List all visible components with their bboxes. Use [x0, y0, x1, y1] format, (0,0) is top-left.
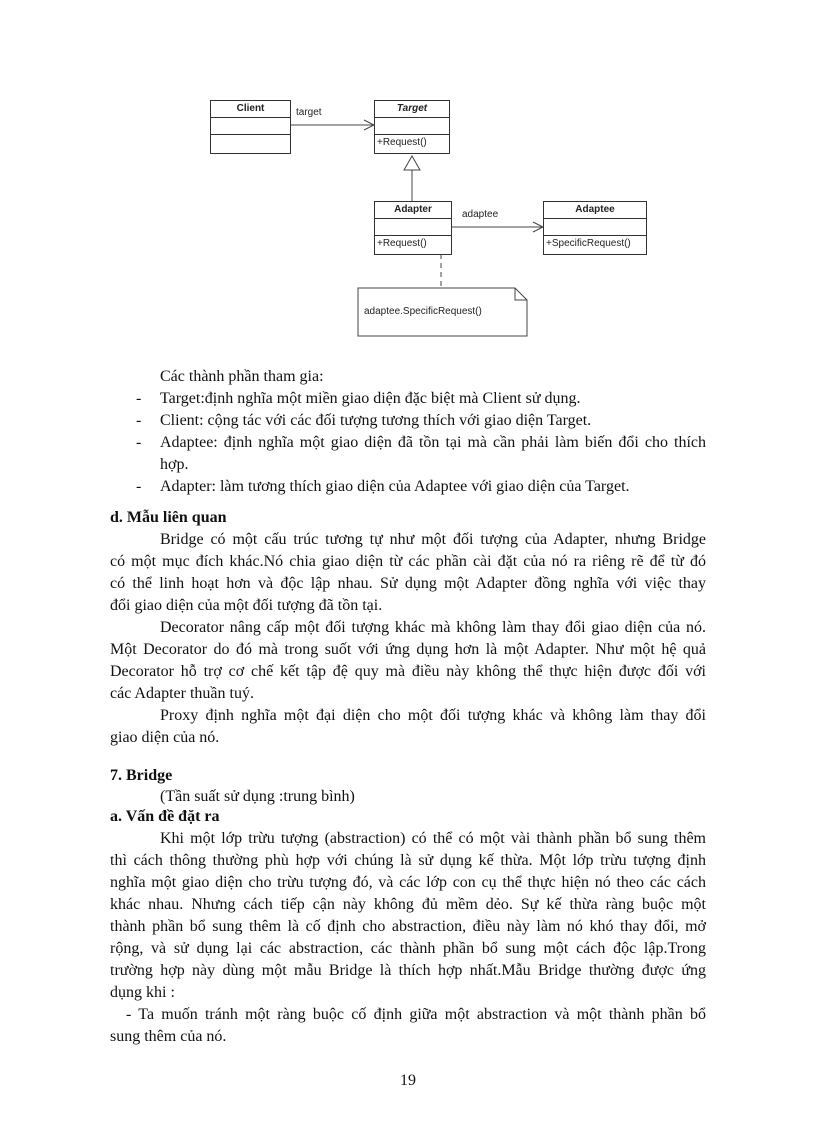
class-adapter-operation: +Request(): [377, 238, 427, 249]
related-line: Một Decorator do đó mà trong suốt với ứng dụng hơn là một Adapter. Như một hệ quả: [110, 641, 706, 658]
uml-diagram: [0, 0, 816, 350]
bridge-line: Khi một lớp trừu tượng (abstraction) có thể có một vài thành phần bổ sung thêm: [160, 830, 706, 847]
participant-adaptee: Adaptee: định nghĩa một giao diện đã tồn tại mà cần phải làm biến đổi cho thích: [160, 434, 706, 451]
class-client-name: Client: [211, 101, 290, 118]
class-target-operation: +Request(): [377, 137, 427, 148]
uml-connectors: [0, 0, 816, 350]
note-text: adaptee.SpecificRequest(): [364, 306, 482, 317]
related-line: Proxy định nghĩa một đại diện cho một đối tượng khác và không làm thay đổi: [160, 707, 706, 724]
class-adaptee-operation: +SpecificRequest(): [546, 238, 631, 249]
class-adapter-name: Adapter: [375, 202, 451, 219]
assoc-target-label: target: [296, 107, 322, 118]
class-target-attributes: [375, 118, 449, 135]
bridge-frequency: (Tần suất sử dụng :trung bình): [160, 788, 355, 805]
class-client: [210, 100, 291, 154]
bridge-line: trường hợp này dùng một mẫu Bridge là thích hợp nhất.Mẫu Bridge thường được ứng: [110, 962, 706, 979]
participant-dash: -: [136, 478, 142, 495]
participant-dash: -: [136, 434, 142, 451]
bridge-subheading: a. Vấn đề đặt ra: [110, 808, 220, 825]
participant-adapter: Adapter: làm tương thích giao diện của Adaptee với giao diện của Target.: [160, 478, 630, 495]
related-line: các Adapter thuần tuý.: [110, 685, 254, 702]
class-adapter: [374, 201, 452, 255]
related-line: Bridge có một cấu trúc tương tự như một đối tượng của Adapter, nhưng Bridge: [160, 531, 706, 548]
class-adapter-attributes: [375, 219, 451, 236]
bridge-line: thành phần bổ sung thêm là cố định cho abstraction, điều này làm nó khó thay đổi, mở: [110, 918, 706, 935]
related-line: Decorator nâng cấp một đối tượng khác mà không làm thay đổi giao diện của nó.: [160, 619, 706, 636]
related-line: đổi giao diện của một đối tượng đã tồn tại.: [110, 597, 383, 614]
generalization-triangle: [404, 156, 420, 170]
participant-dash: -: [136, 412, 142, 429]
class-adaptee-name: Adaptee: [544, 202, 646, 219]
bridge-line: nghĩa một giao diện cho trừu tượng đó, và các lớp con cụ thể thực hiện nó theo các cách: [110, 874, 706, 891]
class-adaptee: [543, 201, 647, 255]
bridge-line: sung thêm của nó.: [110, 1028, 227, 1045]
bridge-line: rộng, và sử dụng lại các abstraction, các thành phần bổ sung một cách độc lập.Trong: [110, 940, 706, 957]
participants-intro: Các thành phần tham gia:: [160, 368, 324, 385]
participant-dash: -: [136, 390, 142, 407]
class-client-attributes: [211, 118, 290, 135]
participant-target: Target:định nghĩa một miền giao diện đặc biệt mà Client sử dụng.: [160, 390, 581, 407]
participant-client: Client: cộng tác với các đối tượng tương thích với giao diện Target.: [160, 412, 592, 429]
related-heading: d. Mẫu liên quan: [110, 509, 227, 526]
related-line: giao diện của nó.: [110, 729, 220, 746]
related-line: Decorator hỗ trợ cơ chế kết tập đệ quy mà điều này không thể thực hiện được đối với: [110, 663, 706, 680]
related-line: có một mục đích khác.Nó chia giao diện từ các phần cài đặt của nó ra riêng rẽ để từ đó: [110, 553, 706, 570]
participant-adaptee-cont: hợp.: [160, 456, 189, 473]
class-target: [374, 100, 450, 154]
bridge-line: thì cách thông thường phù hợp với chúng là sử dụng kế thừa. Một lớp trừu tượng định: [110, 852, 706, 869]
related-line: có thể linh hoạt hơn và độc lập nhau. Sử dụng một Adapter đồng nghĩa với việc thay: [110, 575, 706, 592]
bridge-heading: 7. Bridge: [110, 767, 173, 784]
bridge-line: dụng khi :: [110, 984, 175, 1001]
bridge-line: - Ta muốn tránh một ràng buộc cố định giữa một abstraction và một thành phần bổ: [126, 1006, 706, 1023]
bridge-line: khác nhau. Nhưng cách tiếp cận này không đủ mềm dẻo. Sự kế thừa ràng buộc một: [110, 896, 706, 913]
class-client-operations: [211, 135, 290, 152]
page-number: 19: [400, 1072, 416, 1089]
class-target-name: Target: [375, 101, 449, 118]
class-adaptee-attributes: [544, 219, 646, 236]
assoc-adaptee-label: adaptee: [462, 209, 499, 220]
